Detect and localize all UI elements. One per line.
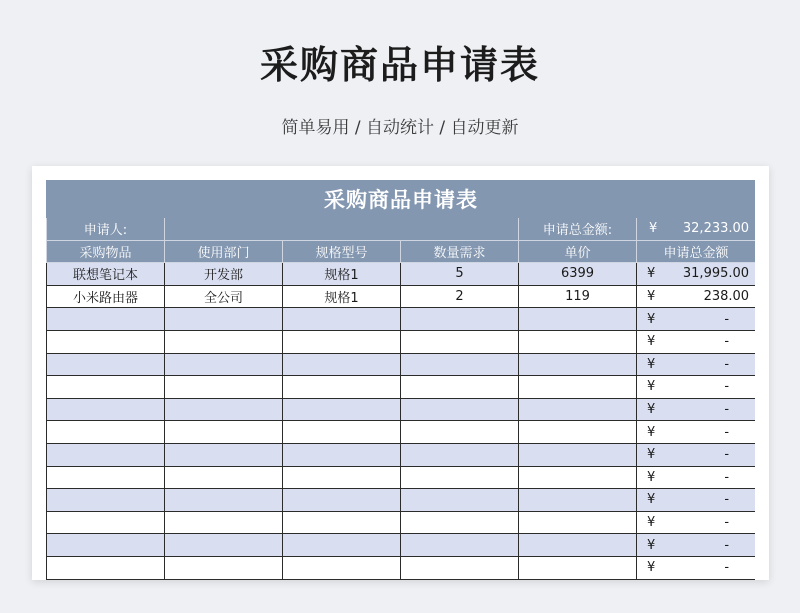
page-subtitle: 简单易用 / 自动统计 / 自动更新 bbox=[281, 118, 519, 138]
column-header: 规格型号 bbox=[283, 240, 401, 263]
item-cell[interactable] bbox=[47, 376, 165, 399]
item-cell[interactable] bbox=[47, 511, 165, 534]
item-cell[interactable] bbox=[47, 466, 165, 489]
spec-cell[interactable] bbox=[283, 534, 401, 557]
page-title: 采购商品申请表 bbox=[259, 43, 540, 87]
amount-value: - bbox=[724, 560, 730, 576]
currency-symbol: ¥ bbox=[649, 221, 658, 237]
table-row bbox=[47, 376, 756, 399]
currency-symbol: ¥ bbox=[647, 266, 656, 282]
total-label: 申请总金额: bbox=[519, 218, 637, 241]
currency-symbol: ¥ bbox=[647, 515, 656, 531]
spec-cell[interactable] bbox=[283, 556, 401, 579]
department-cell[interactable] bbox=[165, 353, 283, 376]
amount-cell[interactable] bbox=[637, 308, 756, 331]
department-cell[interactable] bbox=[165, 489, 283, 512]
spec-cell[interactable] bbox=[283, 421, 401, 444]
amount-cell[interactable] bbox=[637, 376, 756, 399]
department-cell[interactable]: 开发部 bbox=[165, 263, 283, 286]
amount-cell[interactable] bbox=[637, 443, 756, 466]
amount-value: - bbox=[724, 379, 730, 395]
item-cell[interactable] bbox=[47, 330, 165, 353]
spec-cell[interactable] bbox=[283, 330, 401, 353]
currency-symbol: ¥ bbox=[647, 492, 656, 508]
spec-cell[interactable] bbox=[283, 489, 401, 512]
price-cell[interactable] bbox=[519, 534, 637, 557]
table-row bbox=[47, 421, 756, 444]
quantity-cell[interactable] bbox=[401, 511, 519, 534]
department-cell[interactable] bbox=[165, 308, 283, 331]
amount-cell[interactable] bbox=[637, 285, 756, 308]
item-cell[interactable] bbox=[47, 398, 165, 421]
currency-symbol: ¥ bbox=[647, 447, 656, 463]
currency-symbol: ¥ bbox=[647, 537, 656, 553]
table-row bbox=[47, 263, 756, 286]
table-row bbox=[47, 443, 756, 466]
amount-value: - bbox=[724, 334, 730, 350]
currency-symbol: ¥ bbox=[647, 560, 656, 576]
amount-cell[interactable] bbox=[637, 511, 756, 534]
spec-cell[interactable] bbox=[283, 466, 401, 489]
quantity-cell[interactable] bbox=[401, 398, 519, 421]
department-cell[interactable] bbox=[165, 466, 283, 489]
department-cell[interactable] bbox=[165, 398, 283, 421]
department-cell[interactable] bbox=[165, 443, 283, 466]
price-cell[interactable]: 119 bbox=[519, 285, 637, 308]
spreadsheet bbox=[46, 180, 755, 580]
currency-symbol: ¥ bbox=[647, 469, 656, 485]
applicant-field[interactable] bbox=[165, 218, 519, 241]
department-cell[interactable] bbox=[165, 556, 283, 579]
spec-cell[interactable] bbox=[283, 308, 401, 331]
amount-value: - bbox=[724, 311, 730, 327]
column-header: 使用部门 bbox=[165, 240, 283, 263]
amount-cell[interactable] bbox=[637, 556, 756, 579]
amount-cell[interactable] bbox=[637, 263, 756, 286]
quantity-cell[interactable] bbox=[401, 534, 519, 557]
table-row bbox=[47, 511, 756, 534]
sheet-card bbox=[32, 166, 769, 580]
currency-symbol: ¥ bbox=[647, 334, 656, 350]
amount-value: - bbox=[724, 447, 730, 463]
table-row bbox=[47, 398, 756, 421]
amount-value: 31,995.00 bbox=[682, 266, 750, 282]
quantity-cell[interactable] bbox=[401, 421, 519, 444]
table-row bbox=[47, 308, 756, 331]
amount-cell[interactable] bbox=[637, 421, 756, 444]
amount-value: - bbox=[724, 402, 730, 418]
quantity-cell[interactable] bbox=[401, 376, 519, 399]
item-cell[interactable] bbox=[47, 556, 165, 579]
item-cell[interactable] bbox=[47, 489, 165, 512]
quantity-cell[interactable] bbox=[401, 308, 519, 331]
quantity-cell[interactable]: 2 bbox=[401, 285, 519, 308]
table-row bbox=[47, 534, 756, 557]
price-cell[interactable] bbox=[519, 376, 637, 399]
price-cell[interactable] bbox=[519, 556, 637, 579]
price-cell[interactable] bbox=[519, 421, 637, 444]
total-amount-cell[interactable] bbox=[637, 218, 756, 241]
department-cell[interactable] bbox=[165, 534, 283, 557]
amount-value: - bbox=[724, 356, 730, 372]
amount-cell[interactable] bbox=[637, 534, 756, 557]
column-header: 数量需求 bbox=[401, 240, 519, 263]
amount-cell[interactable] bbox=[637, 353, 756, 376]
quantity-cell[interactable]: 5 bbox=[401, 263, 519, 286]
applicant-label: 申请人: bbox=[47, 218, 165, 241]
item-cell[interactable] bbox=[47, 308, 165, 331]
price-cell[interactable] bbox=[519, 353, 637, 376]
spec-cell[interactable] bbox=[283, 398, 401, 421]
price-cell[interactable] bbox=[519, 443, 637, 466]
spec-cell[interactable] bbox=[283, 353, 401, 376]
currency-symbol: ¥ bbox=[647, 289, 656, 305]
table-row bbox=[47, 353, 756, 376]
spec-cell[interactable] bbox=[283, 443, 401, 466]
table-row bbox=[47, 556, 756, 579]
quantity-cell[interactable] bbox=[401, 353, 519, 376]
sheet-title[interactable]: 采购商品申请表 bbox=[47, 181, 756, 218]
table-row bbox=[47, 489, 756, 512]
spec-cell[interactable]: 规格1 bbox=[283, 285, 401, 308]
department-cell[interactable]: 全公司 bbox=[165, 285, 283, 308]
table-row bbox=[47, 466, 756, 489]
item-cell[interactable] bbox=[47, 421, 165, 444]
table-body bbox=[47, 181, 756, 580]
amount-cell[interactable] bbox=[637, 330, 756, 353]
item-cell[interactable]: 联想笔记本 bbox=[47, 263, 165, 286]
quantity-cell[interactable] bbox=[401, 489, 519, 512]
currency-symbol: ¥ bbox=[647, 402, 656, 418]
spec-cell[interactable]: 规格1 bbox=[283, 263, 401, 286]
currency-symbol: ¥ bbox=[647, 356, 656, 372]
amount-value: - bbox=[724, 537, 730, 553]
column-header: 单价 bbox=[519, 240, 637, 263]
quantity-cell[interactable] bbox=[401, 330, 519, 353]
column-header: 采购物品 bbox=[47, 240, 165, 263]
amount-cell[interactable] bbox=[637, 398, 756, 421]
department-cell[interactable] bbox=[165, 376, 283, 399]
item-cell[interactable] bbox=[47, 443, 165, 466]
purchase-table bbox=[46, 180, 755, 580]
quantity-cell[interactable] bbox=[401, 443, 519, 466]
header-row bbox=[47, 240, 756, 263]
department-cell[interactable] bbox=[165, 330, 283, 353]
item-cell[interactable]: 小米路由器 bbox=[47, 285, 165, 308]
column-header: 申请总金额 bbox=[637, 240, 756, 263]
department-cell[interactable] bbox=[165, 421, 283, 444]
title-row bbox=[47, 181, 756, 218]
amount-value: - bbox=[724, 515, 730, 531]
price-cell[interactable] bbox=[519, 489, 637, 512]
item-cell[interactable] bbox=[47, 353, 165, 376]
amount-value: 238.00 bbox=[703, 289, 750, 305]
meta-row bbox=[47, 218, 756, 241]
amount-value: - bbox=[724, 424, 730, 440]
department-cell[interactable] bbox=[165, 511, 283, 534]
amount-value: - bbox=[724, 469, 730, 485]
total-amount: 32,233.00 bbox=[682, 221, 750, 237]
quantity-cell[interactable] bbox=[401, 556, 519, 579]
currency-symbol: ¥ bbox=[647, 311, 656, 327]
amount-value: - bbox=[724, 492, 730, 508]
price-cell[interactable] bbox=[519, 308, 637, 331]
amount-cell[interactable] bbox=[637, 466, 756, 489]
price-cell[interactable] bbox=[519, 511, 637, 534]
price-cell[interactable]: 6399 bbox=[519, 263, 637, 286]
spec-cell[interactable] bbox=[283, 376, 401, 399]
price-cell[interactable] bbox=[519, 330, 637, 353]
currency-symbol: ¥ bbox=[647, 424, 656, 440]
amount-cell[interactable] bbox=[637, 489, 756, 512]
price-cell[interactable] bbox=[519, 398, 637, 421]
table-row bbox=[47, 330, 756, 353]
quantity-cell[interactable] bbox=[401, 466, 519, 489]
table-row bbox=[47, 285, 756, 308]
item-cell[interactable] bbox=[47, 534, 165, 557]
currency-symbol: ¥ bbox=[647, 379, 656, 395]
spec-cell[interactable] bbox=[283, 511, 401, 534]
price-cell[interactable] bbox=[519, 466, 637, 489]
